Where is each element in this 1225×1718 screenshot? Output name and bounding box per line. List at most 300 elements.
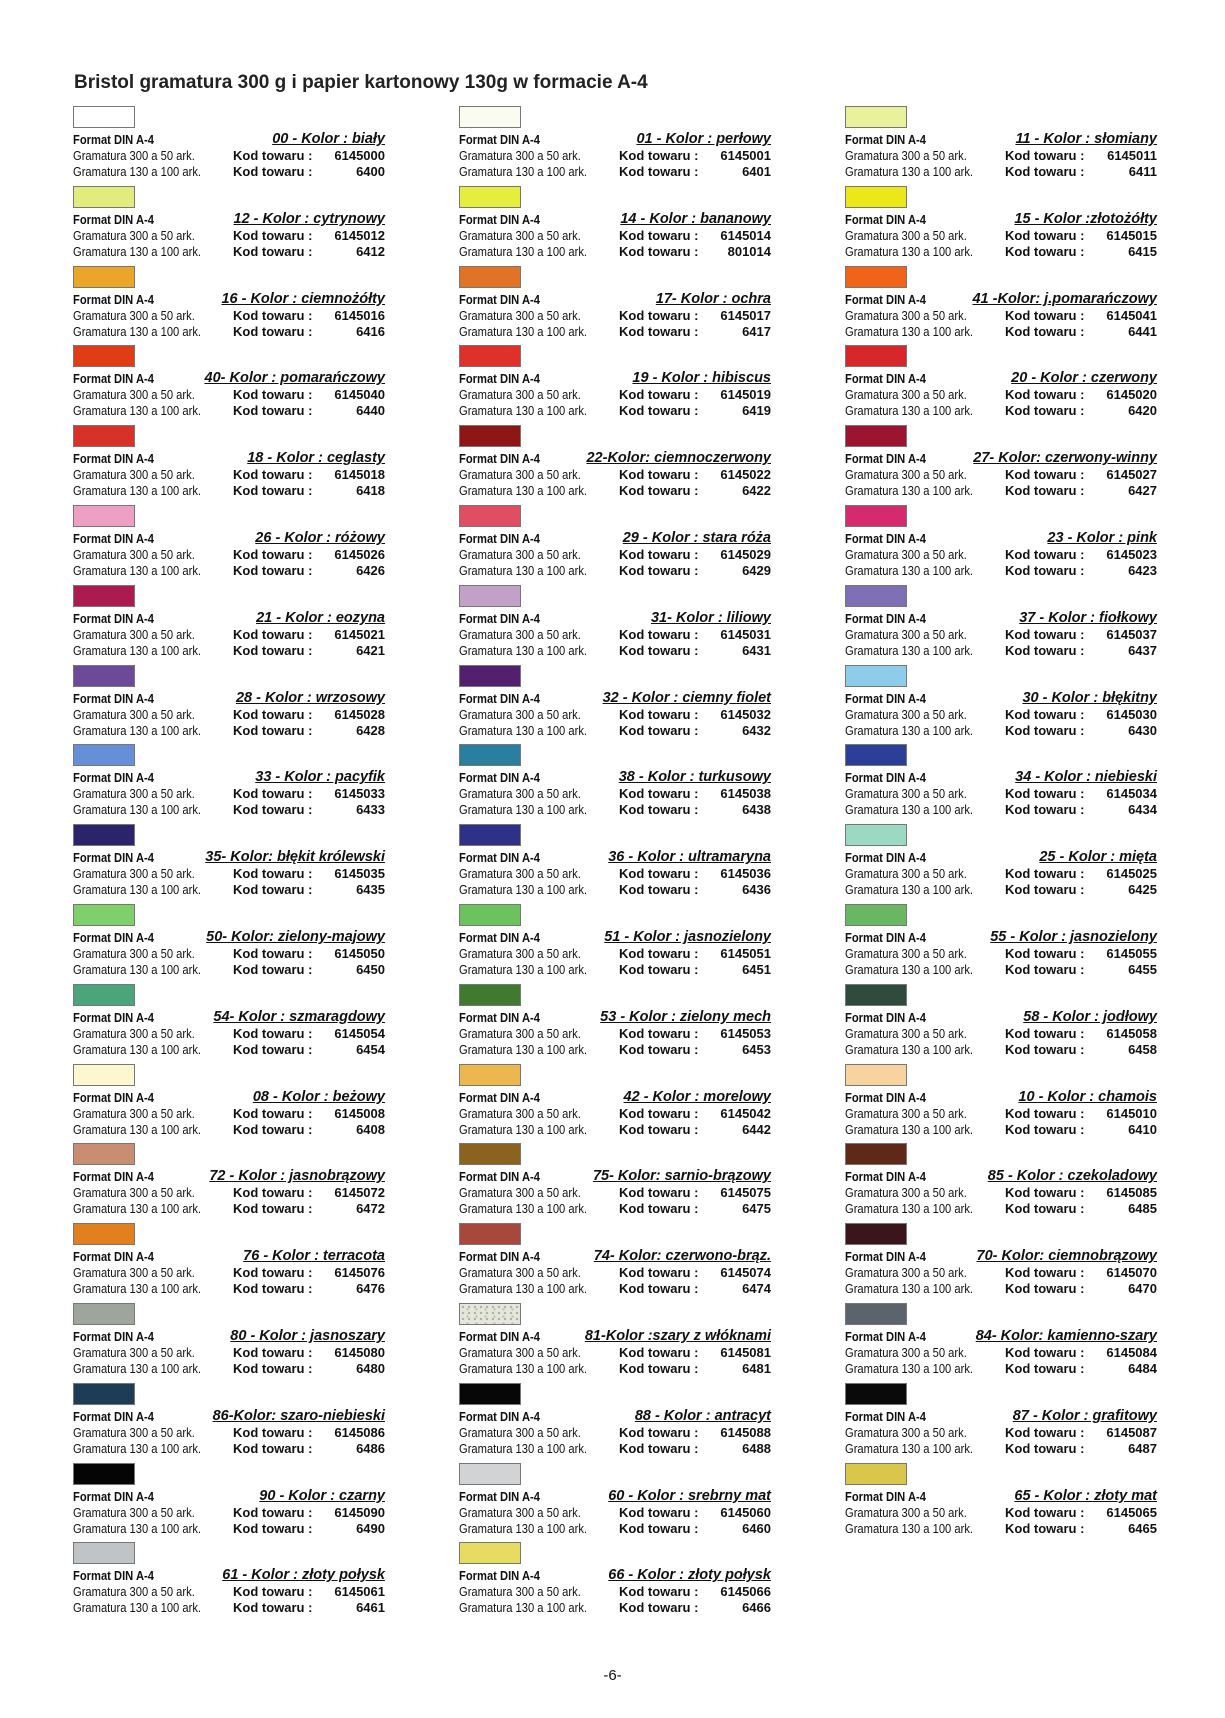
code-130-row — [845, 1521, 1161, 1536]
color-entry — [73, 1303, 393, 1383]
code-label: Kod towaru : — [233, 642, 313, 658]
entry-heading — [845, 292, 1161, 307]
code-value: 6145033 — [334, 786, 385, 802]
code-130-row — [845, 723, 1161, 738]
color-swatch — [73, 425, 135, 447]
code-value: 6488 — [742, 1440, 771, 1456]
code-130-row — [459, 164, 775, 179]
color-swatch — [73, 744, 135, 766]
code-value: 6145022 — [720, 467, 771, 483]
code-value: 6450 — [356, 961, 385, 977]
code-label: Kod towaru : — [619, 1360, 699, 1376]
code-label: Kod towaru : — [233, 1121, 313, 1137]
color-name: 38 - Kolor : turkusowy — [618, 769, 771, 786]
code-label: Kod towaru : — [1005, 786, 1085, 802]
color-swatch — [459, 1143, 521, 1165]
entry-heading — [73, 531, 389, 546]
color-swatch — [845, 984, 907, 1006]
code-label: Kod towaru : — [619, 1105, 699, 1121]
code-130-row — [73, 1521, 389, 1536]
code-300-row — [459, 786, 775, 801]
format-label: Format DIN A-4 — [459, 610, 540, 626]
code-130-row — [459, 403, 775, 418]
grammage-label: Gramatura 300 a 50 ark. — [459, 387, 581, 403]
format-label: Format DIN A-4 — [73, 850, 154, 866]
grammage-label: Gramatura 130 a 100 ark. — [73, 1600, 202, 1616]
format-label: Format DIN A-4 — [845, 451, 926, 467]
color-swatch — [73, 984, 135, 1006]
color-name: 23 - Kolor : pink — [1047, 529, 1157, 546]
grammage-label: Gramatura 130 a 100 ark. — [73, 961, 202, 977]
code-300-row — [845, 786, 1161, 801]
code-130-row — [845, 643, 1161, 658]
grammage-label: Gramatura 300 a 50 ark. — [459, 1185, 581, 1201]
code-label: Kod towaru : — [1005, 227, 1085, 243]
code-value: 6145026 — [334, 546, 385, 562]
color-entry — [73, 1143, 393, 1223]
code-label: Kod towaru : — [233, 1281, 313, 1297]
color-swatch — [459, 665, 521, 687]
code-value: 6145076 — [334, 1265, 385, 1281]
color-entry — [459, 106, 779, 186]
color-entry — [845, 1463, 1165, 1543]
color-name: 41 -Kolor: j.pomarańczowy — [972, 290, 1157, 307]
color-swatch — [73, 1064, 135, 1086]
color-swatch — [73, 266, 135, 288]
code-value: 6423 — [1128, 562, 1157, 578]
grammage-label: Gramatura 130 a 100 ark. — [845, 1360, 974, 1376]
code-300-row — [73, 707, 389, 722]
color-swatch — [459, 1064, 521, 1086]
color-entry — [73, 585, 393, 665]
code-label: Kod towaru : — [1005, 546, 1085, 562]
code-value: 6145085 — [1106, 1185, 1157, 1201]
entry-heading — [73, 1329, 389, 1344]
code-value: 6145018 — [334, 467, 385, 483]
code-300-row — [459, 228, 775, 243]
code-label: Kod towaru : — [1005, 403, 1085, 419]
code-300-row — [73, 866, 389, 881]
entry-heading — [73, 1568, 389, 1583]
grammage-label: Gramatura 300 a 50 ark. — [73, 1025, 195, 1041]
grammage-label: Gramatura 130 a 100 ark. — [73, 1281, 202, 1297]
grammage-label: Gramatura 130 a 100 ark. — [73, 642, 202, 658]
code-value: 6435 — [356, 882, 385, 898]
code-label: Kod towaru : — [619, 1344, 699, 1360]
color-entry — [845, 1383, 1165, 1463]
code-label: Kod towaru : — [233, 307, 313, 323]
format-label: Format DIN A-4 — [73, 530, 154, 546]
code-300-row — [845, 1185, 1161, 1200]
code-label: Kod towaru : — [1005, 387, 1085, 403]
code-label: Kod towaru : — [619, 1025, 699, 1041]
grammage-label: Gramatura 130 a 100 ark. — [845, 323, 974, 339]
color-swatch — [73, 106, 135, 128]
code-300-row — [845, 1425, 1161, 1440]
format-label: Format DIN A-4 — [73, 1328, 154, 1344]
code-300-row — [459, 1584, 775, 1599]
color-entry — [459, 425, 779, 505]
code-label: Kod towaru : — [619, 1424, 699, 1440]
grammage-label: Gramatura 130 a 100 ark. — [845, 1121, 974, 1137]
code-value: 6145038 — [720, 786, 771, 802]
grammage-label: Gramatura 130 a 100 ark. — [459, 243, 588, 259]
code-value: 6145021 — [334, 626, 385, 642]
grammage-label: Gramatura 130 a 100 ark. — [73, 562, 202, 578]
color-name: 18 - Kolor : ceglasty — [247, 450, 385, 467]
entry-heading — [459, 371, 775, 386]
color-swatch — [845, 585, 907, 607]
color-swatch — [845, 744, 907, 766]
code-value: 6145042 — [720, 1105, 771, 1121]
grammage-label: Gramatura 130 a 100 ark. — [459, 961, 588, 977]
code-label: Kod towaru : — [1005, 323, 1085, 339]
grammage-label: Gramatura 130 a 100 ark. — [845, 1201, 974, 1217]
color-name: 17- Kolor : ochra — [655, 290, 771, 307]
code-label: Kod towaru : — [233, 1344, 313, 1360]
color-name: 36 - Kolor : ultramaryna — [608, 849, 771, 866]
code-300-row — [459, 148, 775, 163]
color-swatch — [459, 1542, 521, 1564]
code-value: 6145031 — [720, 626, 771, 642]
color-swatch — [459, 266, 521, 288]
grammage-label: Gramatura 300 a 50 ark. — [845, 1025, 967, 1041]
code-label: Kod towaru : — [233, 323, 313, 339]
code-label: Kod towaru : — [619, 1520, 699, 1536]
format-label: Format DIN A-4 — [459, 1249, 540, 1265]
grammage-label: Gramatura 130 a 100 ark. — [73, 403, 202, 419]
code-label: Kod towaru : — [619, 1281, 699, 1297]
format-label: Format DIN A-4 — [845, 1488, 926, 1504]
code-value: 6430 — [1128, 722, 1157, 738]
color-name: 80 - Kolor : jasnoszary — [230, 1327, 385, 1344]
code-label: Kod towaru : — [1005, 1201, 1085, 1217]
code-300-row — [73, 786, 389, 801]
code-130-row — [73, 1281, 389, 1296]
code-label: Kod towaru : — [233, 243, 313, 259]
code-value: 6145011 — [1107, 148, 1157, 163]
color-entry — [845, 1143, 1165, 1223]
color-name: 58 - Kolor : jodłowy — [1023, 1008, 1157, 1025]
grammage-label: Gramatura 300 a 50 ark. — [845, 1344, 967, 1360]
code-300-row — [845, 1265, 1161, 1280]
entry-heading — [73, 1249, 389, 1264]
format-label: Format DIN A-4 — [845, 1408, 926, 1424]
color-swatch — [459, 1303, 521, 1325]
code-130-row — [73, 643, 389, 658]
code-value: 6451 — [742, 961, 771, 977]
format-label: Format DIN A-4 — [73, 291, 154, 307]
code-value: 6481 — [742, 1360, 771, 1376]
code-300-row — [845, 866, 1161, 881]
code-130-row — [845, 1122, 1161, 1137]
grammage-label: Gramatura 300 a 50 ark. — [459, 307, 581, 323]
code-300-row — [73, 467, 389, 482]
code-label: Kod towaru : — [619, 961, 699, 977]
code-300-row — [845, 1026, 1161, 1041]
code-300-row — [73, 1185, 389, 1200]
format-label: Format DIN A-4 — [459, 770, 540, 786]
entry-heading — [459, 930, 775, 945]
code-label: Kod towaru : — [1005, 866, 1085, 882]
entry-heading — [73, 611, 389, 626]
grammage-label: Gramatura 130 a 100 ark. — [73, 1440, 202, 1456]
format-label: Format DIN A-4 — [845, 291, 926, 307]
code-value: 6145058 — [1106, 1025, 1157, 1041]
code-label: Kod towaru : — [233, 945, 313, 961]
color-entry — [73, 1064, 393, 1144]
code-300-row — [73, 1425, 389, 1440]
code-value: 6412 — [356, 243, 385, 259]
code-300-row — [845, 946, 1161, 961]
grammage-label: Gramatura 130 a 100 ark. — [845, 403, 974, 419]
code-value: 6431 — [742, 642, 771, 658]
color-name: 27- Kolor: czerwony-winny — [973, 450, 1157, 467]
grammage-label: Gramatura 130 a 100 ark. — [73, 483, 202, 499]
grammage-label: Gramatura 130 a 100 ark. — [459, 1121, 588, 1137]
code-130-row — [845, 1042, 1161, 1057]
code-value: 6145023 — [1106, 546, 1157, 562]
color-entry — [845, 744, 1165, 824]
grammage-label: Gramatura 130 a 100 ark. — [459, 1041, 588, 1057]
code-300-row — [459, 1425, 775, 1440]
color-swatch — [459, 904, 521, 926]
format-label: Format DIN A-4 — [845, 1009, 926, 1025]
code-value: 6145061 — [334, 1584, 385, 1600]
color-swatch — [845, 904, 907, 926]
entry-heading — [73, 850, 389, 865]
entry-heading — [459, 132, 775, 147]
color-entry — [459, 345, 779, 425]
grammage-label: Gramatura 300 a 50 ark. — [73, 1185, 195, 1201]
entry-heading — [459, 611, 775, 626]
color-swatch — [459, 1463, 521, 1485]
format-label: Format DIN A-4 — [73, 610, 154, 626]
grammage-label: Gramatura 300 a 50 ark. — [845, 1265, 967, 1281]
code-value: 6411 — [1128, 164, 1157, 179]
entry-heading — [459, 1169, 775, 1184]
code-value: 6145028 — [334, 706, 385, 722]
code-300-row — [845, 228, 1161, 243]
color-name: 12 - Kolor : cytrynowy — [233, 210, 385, 227]
code-value: 6145074 — [720, 1265, 771, 1281]
color-name: 19 - Kolor : hibiscus — [632, 370, 771, 387]
code-label: Kod towaru : — [619, 1201, 699, 1217]
code-300-row — [845, 1106, 1161, 1121]
code-label: Kod towaru : — [1005, 562, 1085, 578]
code-label: Kod towaru : — [619, 1440, 699, 1456]
entry-heading — [459, 212, 775, 227]
code-label: Kod towaru : — [233, 1424, 313, 1440]
color-entry — [459, 1143, 779, 1223]
code-value: 6145065 — [1106, 1504, 1157, 1520]
code-label: Kod towaru : — [619, 786, 699, 802]
format-label: Format DIN A-4 — [845, 1169, 926, 1185]
color-entry — [459, 266, 779, 346]
color-name: 28 - Kolor : wrzosowy — [235, 689, 385, 706]
code-label: Kod towaru : — [619, 945, 699, 961]
color-entry — [459, 1542, 779, 1622]
color-name: 88 - Kolor : antracyt — [634, 1407, 771, 1424]
grammage-label: Gramatura 300 a 50 ark. — [73, 467, 195, 483]
code-300-row — [459, 1185, 775, 1200]
code-value: 6145041 — [1106, 307, 1157, 323]
code-value: 6432 — [742, 722, 771, 738]
format-label: Format DIN A-4 — [459, 530, 540, 546]
color-name: 55 - Kolor : jasnozielony — [990, 928, 1157, 945]
color-name: 76 - Kolor : terracota — [243, 1248, 385, 1265]
code-label: Kod towaru : — [233, 1265, 313, 1281]
format-label: Format DIN A-4 — [459, 690, 540, 706]
code-value: 6145029 — [720, 546, 771, 562]
code-130-row — [73, 1042, 389, 1057]
color-name: 22-Kolor: ciemnoczerwony — [586, 450, 771, 467]
grammage-label: Gramatura 300 a 50 ark. — [459, 227, 581, 243]
code-label: Kod towaru : — [1005, 243, 1085, 259]
color-entry — [459, 1303, 779, 1383]
entry-heading — [845, 691, 1161, 706]
entry-heading — [845, 770, 1161, 785]
code-130-row — [845, 802, 1161, 817]
code-label: Kod towaru : — [233, 1201, 313, 1217]
code-value: 6426 — [356, 562, 385, 578]
format-label: Format DIN A-4 — [845, 690, 926, 706]
color-name: 51 - Kolor : jasnozielony — [604, 928, 771, 945]
color-swatch — [459, 824, 521, 846]
color-swatch — [845, 1223, 907, 1245]
code-label: Kod towaru : — [619, 1041, 699, 1057]
color-name: 81-Kolor :szary z włóknami — [584, 1327, 771, 1344]
entry-heading — [845, 132, 1161, 147]
code-value: 6438 — [742, 802, 771, 818]
code-label: Kod towaru : — [233, 1504, 313, 1520]
code-value: 6485 — [1128, 1201, 1157, 1217]
code-value: 6145053 — [720, 1025, 771, 1041]
code-value: 6460 — [742, 1520, 771, 1536]
grammage-label: Gramatura 300 a 50 ark. — [845, 626, 967, 642]
grammage-label: Gramatura 300 a 50 ark. — [845, 945, 967, 961]
code-value: 6458 — [1128, 1041, 1157, 1057]
code-130-row — [845, 563, 1161, 578]
entry-heading — [73, 212, 389, 227]
grammage-label: Gramatura 130 a 100 ark. — [845, 722, 974, 738]
code-value: 6145060 — [720, 1504, 771, 1520]
color-name: 37 - Kolor : fiołkowy — [1019, 609, 1157, 626]
code-300-row — [459, 1106, 775, 1121]
code-130-row — [459, 244, 775, 259]
code-300-row — [845, 627, 1161, 642]
code-label: Kod towaru : — [1005, 626, 1085, 642]
entry-heading — [845, 850, 1161, 865]
color-swatch — [73, 665, 135, 687]
format-label: Format DIN A-4 — [845, 211, 926, 227]
color-name: 84- Kolor: kamienno-szary — [975, 1327, 1157, 1344]
code-label: Kod towaru : — [619, 467, 699, 483]
color-entry — [73, 824, 393, 904]
grammage-label: Gramatura 130 a 100 ark. — [73, 882, 202, 898]
color-swatch — [73, 1143, 135, 1165]
grammage-label: Gramatura 300 a 50 ark. — [845, 1424, 967, 1440]
code-label: Kod towaru : — [1005, 961, 1085, 977]
code-label: Kod towaru : — [619, 562, 699, 578]
grammage-label: Gramatura 300 a 50 ark. — [73, 1424, 195, 1440]
format-label: Format DIN A-4 — [73, 1408, 154, 1424]
color-swatch — [845, 1303, 907, 1325]
grammage-label: Gramatura 300 a 50 ark. — [73, 307, 195, 323]
entry-heading — [845, 1090, 1161, 1105]
grammage-label: Gramatura 300 a 50 ark. — [459, 1424, 581, 1440]
code-label: Kod towaru : — [619, 882, 699, 898]
code-300-row — [73, 1026, 389, 1041]
code-130-row — [459, 643, 775, 658]
code-label: Kod towaru : — [233, 1025, 313, 1041]
code-300-row — [459, 1505, 775, 1520]
grammage-label: Gramatura 300 a 50 ark. — [73, 945, 195, 961]
code-300-row — [845, 308, 1161, 323]
entry-heading — [845, 930, 1161, 945]
code-value: 6145070 — [1106, 1265, 1157, 1281]
code-130-row — [73, 164, 389, 179]
grammage-label: Gramatura 300 a 50 ark. — [845, 1504, 967, 1520]
code-label: Kod towaru : — [1005, 1281, 1085, 1297]
code-130-row — [73, 1600, 389, 1615]
color-name: 01 - Kolor : perłowy — [636, 131, 771, 147]
grammage-label: Gramatura 300 a 50 ark. — [845, 1105, 967, 1121]
code-label: Kod towaru : — [619, 1121, 699, 1137]
color-name: 85 - Kolor : czekoladowy — [987, 1168, 1157, 1185]
code-label: Kod towaru : — [1005, 148, 1085, 163]
entry-heading — [73, 1090, 389, 1105]
code-value: 6145001 — [720, 148, 771, 163]
color-entry — [845, 186, 1165, 266]
code-value: 6425 — [1128, 882, 1157, 898]
entry-heading — [459, 1409, 775, 1424]
code-130-row — [459, 324, 775, 339]
format-label: Format DIN A-4 — [845, 1328, 926, 1344]
code-label: Kod towaru : — [233, 1440, 313, 1456]
grammage-label: Gramatura 130 a 100 ark. — [845, 1041, 974, 1057]
code-label: Kod towaru : — [1005, 164, 1085, 179]
code-label: Kod towaru : — [233, 802, 313, 818]
color-entry — [459, 824, 779, 904]
color-name: 15 - Kolor :złotożółty — [1014, 210, 1157, 227]
code-label: Kod towaru : — [233, 467, 313, 483]
grammage-label: Gramatura 130 a 100 ark. — [845, 961, 974, 977]
code-label: Kod towaru : — [233, 786, 313, 802]
entry-heading — [73, 1409, 389, 1424]
color-entry — [459, 1383, 779, 1463]
code-value: 6441 — [1128, 323, 1157, 339]
code-300-row — [73, 547, 389, 562]
code-130-row — [459, 723, 775, 738]
code-label: Kod towaru : — [1005, 1041, 1085, 1057]
grammage-label: Gramatura 130 a 100 ark. — [459, 164, 588, 179]
grammage-label: Gramatura 130 a 100 ark. — [73, 1360, 202, 1376]
color-name: 87 - Kolor : grafitowy — [1012, 1407, 1157, 1424]
color-name: 66 - Kolor : złoty połysk — [608, 1567, 771, 1584]
color-swatch — [73, 585, 135, 607]
color-entry — [73, 1463, 393, 1543]
grammage-label: Gramatura 300 a 50 ark. — [845, 387, 967, 403]
color-swatch — [845, 266, 907, 288]
grammage-label: Gramatura 130 a 100 ark. — [73, 1520, 202, 1536]
color-entry — [73, 904, 393, 984]
code-130-row — [73, 244, 389, 259]
code-130-row — [73, 723, 389, 738]
grammage-label: Gramatura 300 a 50 ark. — [845, 866, 967, 882]
grammage-label: Gramatura 130 a 100 ark. — [459, 882, 588, 898]
grammage-label: Gramatura 130 a 100 ark. — [459, 802, 588, 818]
